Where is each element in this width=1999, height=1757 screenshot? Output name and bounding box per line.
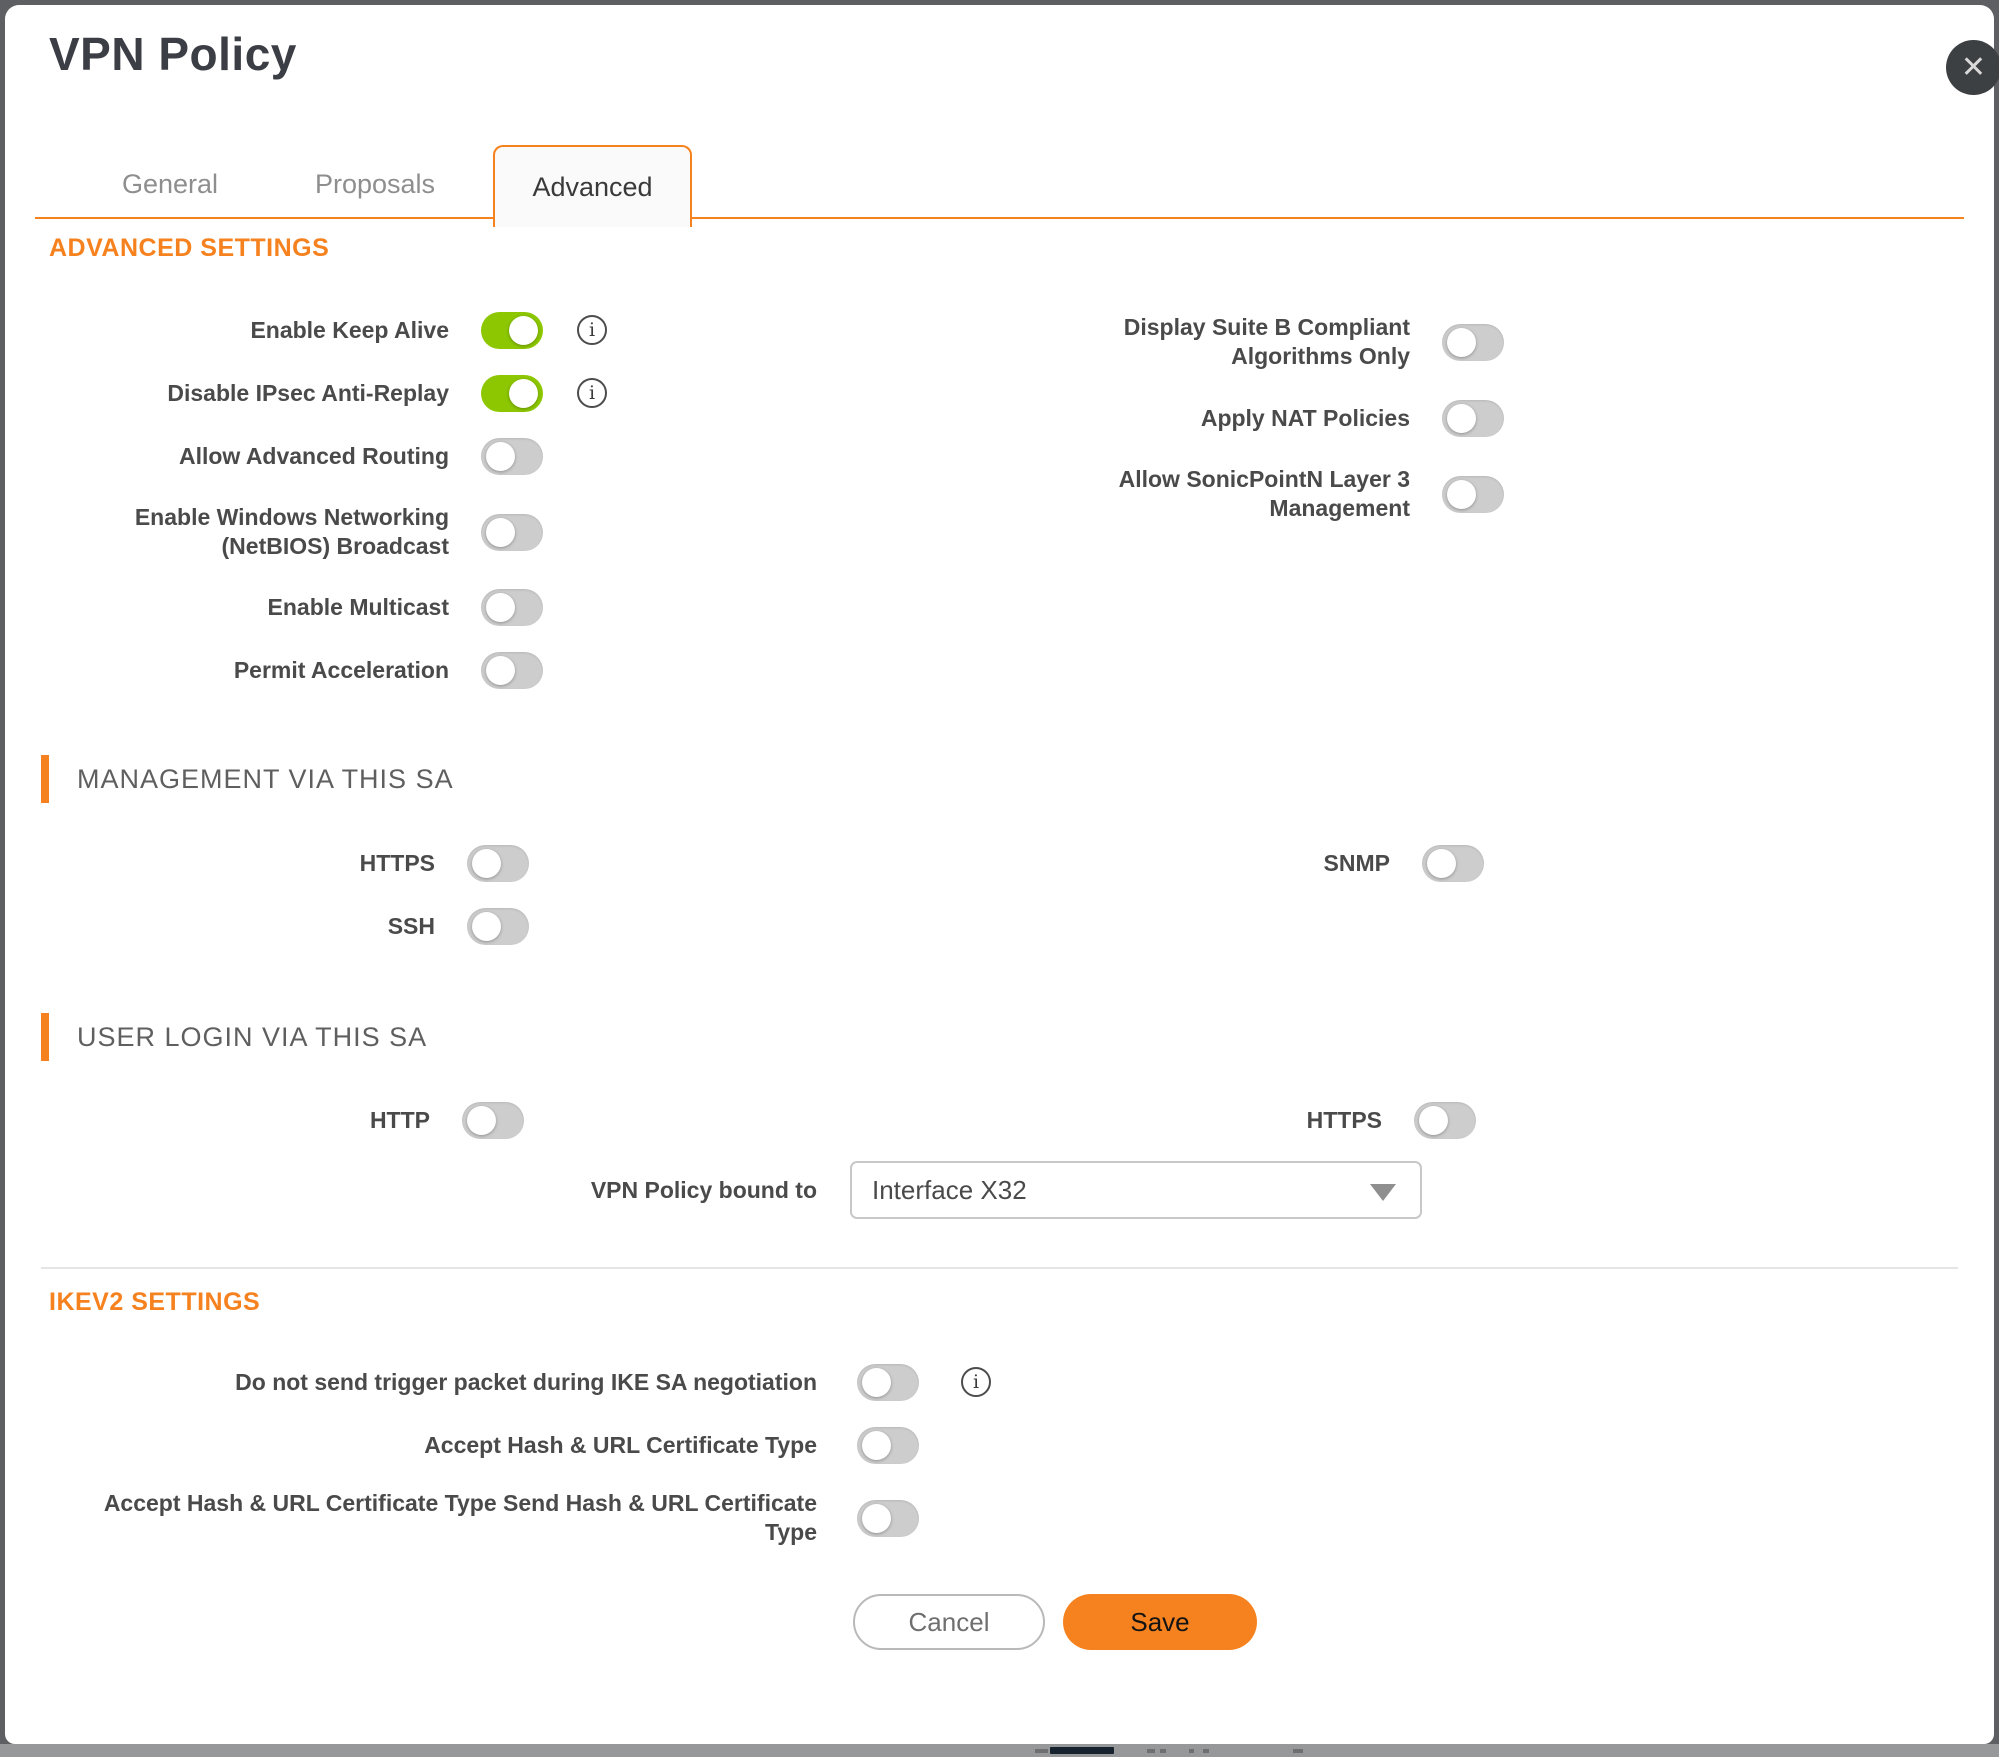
tab-advanced[interactable] bbox=[493, 145, 692, 227]
accept-send-hash-url-cert-toggle[interactable] bbox=[857, 1500, 919, 1537]
setting-row bbox=[49, 906, 529, 946]
permit-acceleration-toggle[interactable] bbox=[481, 652, 543, 689]
sonicpointn-layer3-toggle[interactable] bbox=[1442, 476, 1504, 513]
setting-label: HTTP bbox=[369, 1106, 430, 1133]
setting-label: SSH bbox=[387, 912, 435, 939]
setting-label: HTTPS bbox=[1306, 1106, 1382, 1133]
setting-label: Permit Acceleration bbox=[233, 656, 449, 683]
cancel-button[interactable]: Cancel bbox=[853, 1594, 1045, 1650]
info-icon[interactable]: i bbox=[577, 315, 607, 345]
setting-row bbox=[1010, 398, 1504, 438]
setting-label: Apply NAT Policies bbox=[1200, 404, 1410, 431]
management-ssh-toggle[interactable] bbox=[467, 908, 529, 945]
close-button[interactable] bbox=[1946, 40, 1999, 95]
setting-label: SNMP bbox=[1323, 849, 1390, 876]
background-page-strip bbox=[0, 1744, 1999, 1757]
setting-row bbox=[49, 310, 607, 350]
background-page-element bbox=[1203, 1749, 1209, 1753]
setting-row bbox=[49, 843, 529, 883]
tab-underline bbox=[35, 217, 1964, 219]
advanced-settings-heading: ADVANCED SETTINGS bbox=[49, 234, 330, 262]
user-login-sa-heading: USER LOGIN VIA THIS SA bbox=[41, 1013, 427, 1061]
background-page-element bbox=[1293, 1749, 1303, 1753]
enable-multicast-toggle[interactable] bbox=[481, 589, 543, 626]
no-trigger-packet-toggle[interactable] bbox=[857, 1364, 919, 1401]
setting-row bbox=[49, 436, 543, 476]
info-icon[interactable]: i bbox=[577, 378, 607, 408]
management-snmp-toggle[interactable] bbox=[1422, 845, 1484, 882]
setting-row bbox=[49, 1362, 991, 1402]
vpn-policy-dialog bbox=[5, 5, 1994, 1744]
vpn-policy-bound-row bbox=[49, 1161, 1422, 1219]
setting-label: Do not send trigger packet during IKE SA negotiation bbox=[235, 1368, 817, 1395]
setting-label: Allow Advanced Routing bbox=[178, 442, 449, 469]
setting-row bbox=[1010, 314, 1504, 369]
setting-row bbox=[49, 1425, 919, 1465]
setting-row bbox=[49, 1100, 524, 1140]
info-icon[interactable]: i bbox=[961, 1367, 991, 1397]
setting-label: HTTPS bbox=[359, 849, 435, 876]
user-login-http-toggle[interactable] bbox=[462, 1102, 524, 1139]
disable-ipsec-anti-replay-toggle[interactable] bbox=[481, 375, 543, 412]
setting-label: Accept Hash & URL Certificate Type Send Hash & URL Certificate Type bbox=[103, 1490, 817, 1545]
section-accent-bar bbox=[41, 1013, 49, 1061]
netbios-broadcast-toggle[interactable] bbox=[481, 514, 543, 551]
apply-nat-policies-toggle[interactable] bbox=[1442, 400, 1504, 437]
setting-label: Accept Hash & URL Certificate Type bbox=[424, 1431, 817, 1458]
setting-row bbox=[49, 1490, 919, 1545]
setting-row bbox=[49, 587, 543, 627]
page-title: VPN Policy bbox=[49, 28, 297, 80]
setting-label: Enable Windows Networking (NetBIOS) Broadcast bbox=[134, 504, 449, 559]
setting-label: Allow SonicPointN Layer 3 Management bbox=[1118, 466, 1410, 521]
accept-hash-url-cert-toggle[interactable] bbox=[857, 1427, 919, 1464]
section-accent-bar bbox=[41, 755, 49, 803]
management-sa-heading: MANAGEMENT VIA THIS SA bbox=[41, 755, 454, 803]
setting-row bbox=[1010, 843, 1484, 883]
background-page-element bbox=[1035, 1749, 1048, 1753]
section-divider bbox=[41, 1267, 1958, 1269]
management-https-toggle[interactable] bbox=[467, 845, 529, 882]
tab-general[interactable]: General bbox=[121, 169, 219, 199]
background-page-element bbox=[1189, 1749, 1194, 1753]
chevron-down-icon bbox=[1370, 1184, 1396, 1201]
background-page-element bbox=[1050, 1747, 1114, 1754]
setting-row bbox=[49, 650, 543, 690]
setting-label: Enable Keep Alive bbox=[250, 316, 449, 343]
suite-b-compliant-toggle[interactable] bbox=[1442, 324, 1504, 361]
tab-proposals[interactable]: Proposals bbox=[314, 169, 436, 199]
setting-label: Display Suite B Compliant Algorithms Only bbox=[1123, 314, 1410, 369]
close-icon: ✕ bbox=[1960, 51, 1987, 84]
setting-label: Disable IPsec Anti-Replay bbox=[167, 379, 449, 406]
setting-label: Enable Multicast bbox=[267, 593, 449, 620]
enable-keep-alive-toggle[interactable] bbox=[481, 312, 543, 349]
background-page-element bbox=[1147, 1749, 1155, 1753]
setting-row bbox=[49, 504, 543, 559]
background-page-element bbox=[1160, 1749, 1166, 1753]
footer bbox=[5, 1594, 1994, 1650]
setting-row bbox=[1010, 1100, 1476, 1140]
allow-advanced-routing-toggle[interactable] bbox=[481, 438, 543, 475]
vpn-policy-bound-label: VPN Policy bound to bbox=[590, 1176, 817, 1203]
save-button[interactable]: Save bbox=[1063, 1594, 1257, 1650]
user-login-https-toggle[interactable] bbox=[1414, 1102, 1476, 1139]
dropdown-selected-value: Interface X32 bbox=[872, 1174, 1027, 1205]
setting-row bbox=[1010, 466, 1504, 521]
setting-row bbox=[49, 373, 607, 413]
vpn-policy-bound-dropdown[interactable] bbox=[850, 1161, 1422, 1219]
tab-advanced-label: Advanced bbox=[532, 171, 653, 202]
ikev2-settings-heading: IKEV2 SETTINGS bbox=[49, 1288, 261, 1316]
